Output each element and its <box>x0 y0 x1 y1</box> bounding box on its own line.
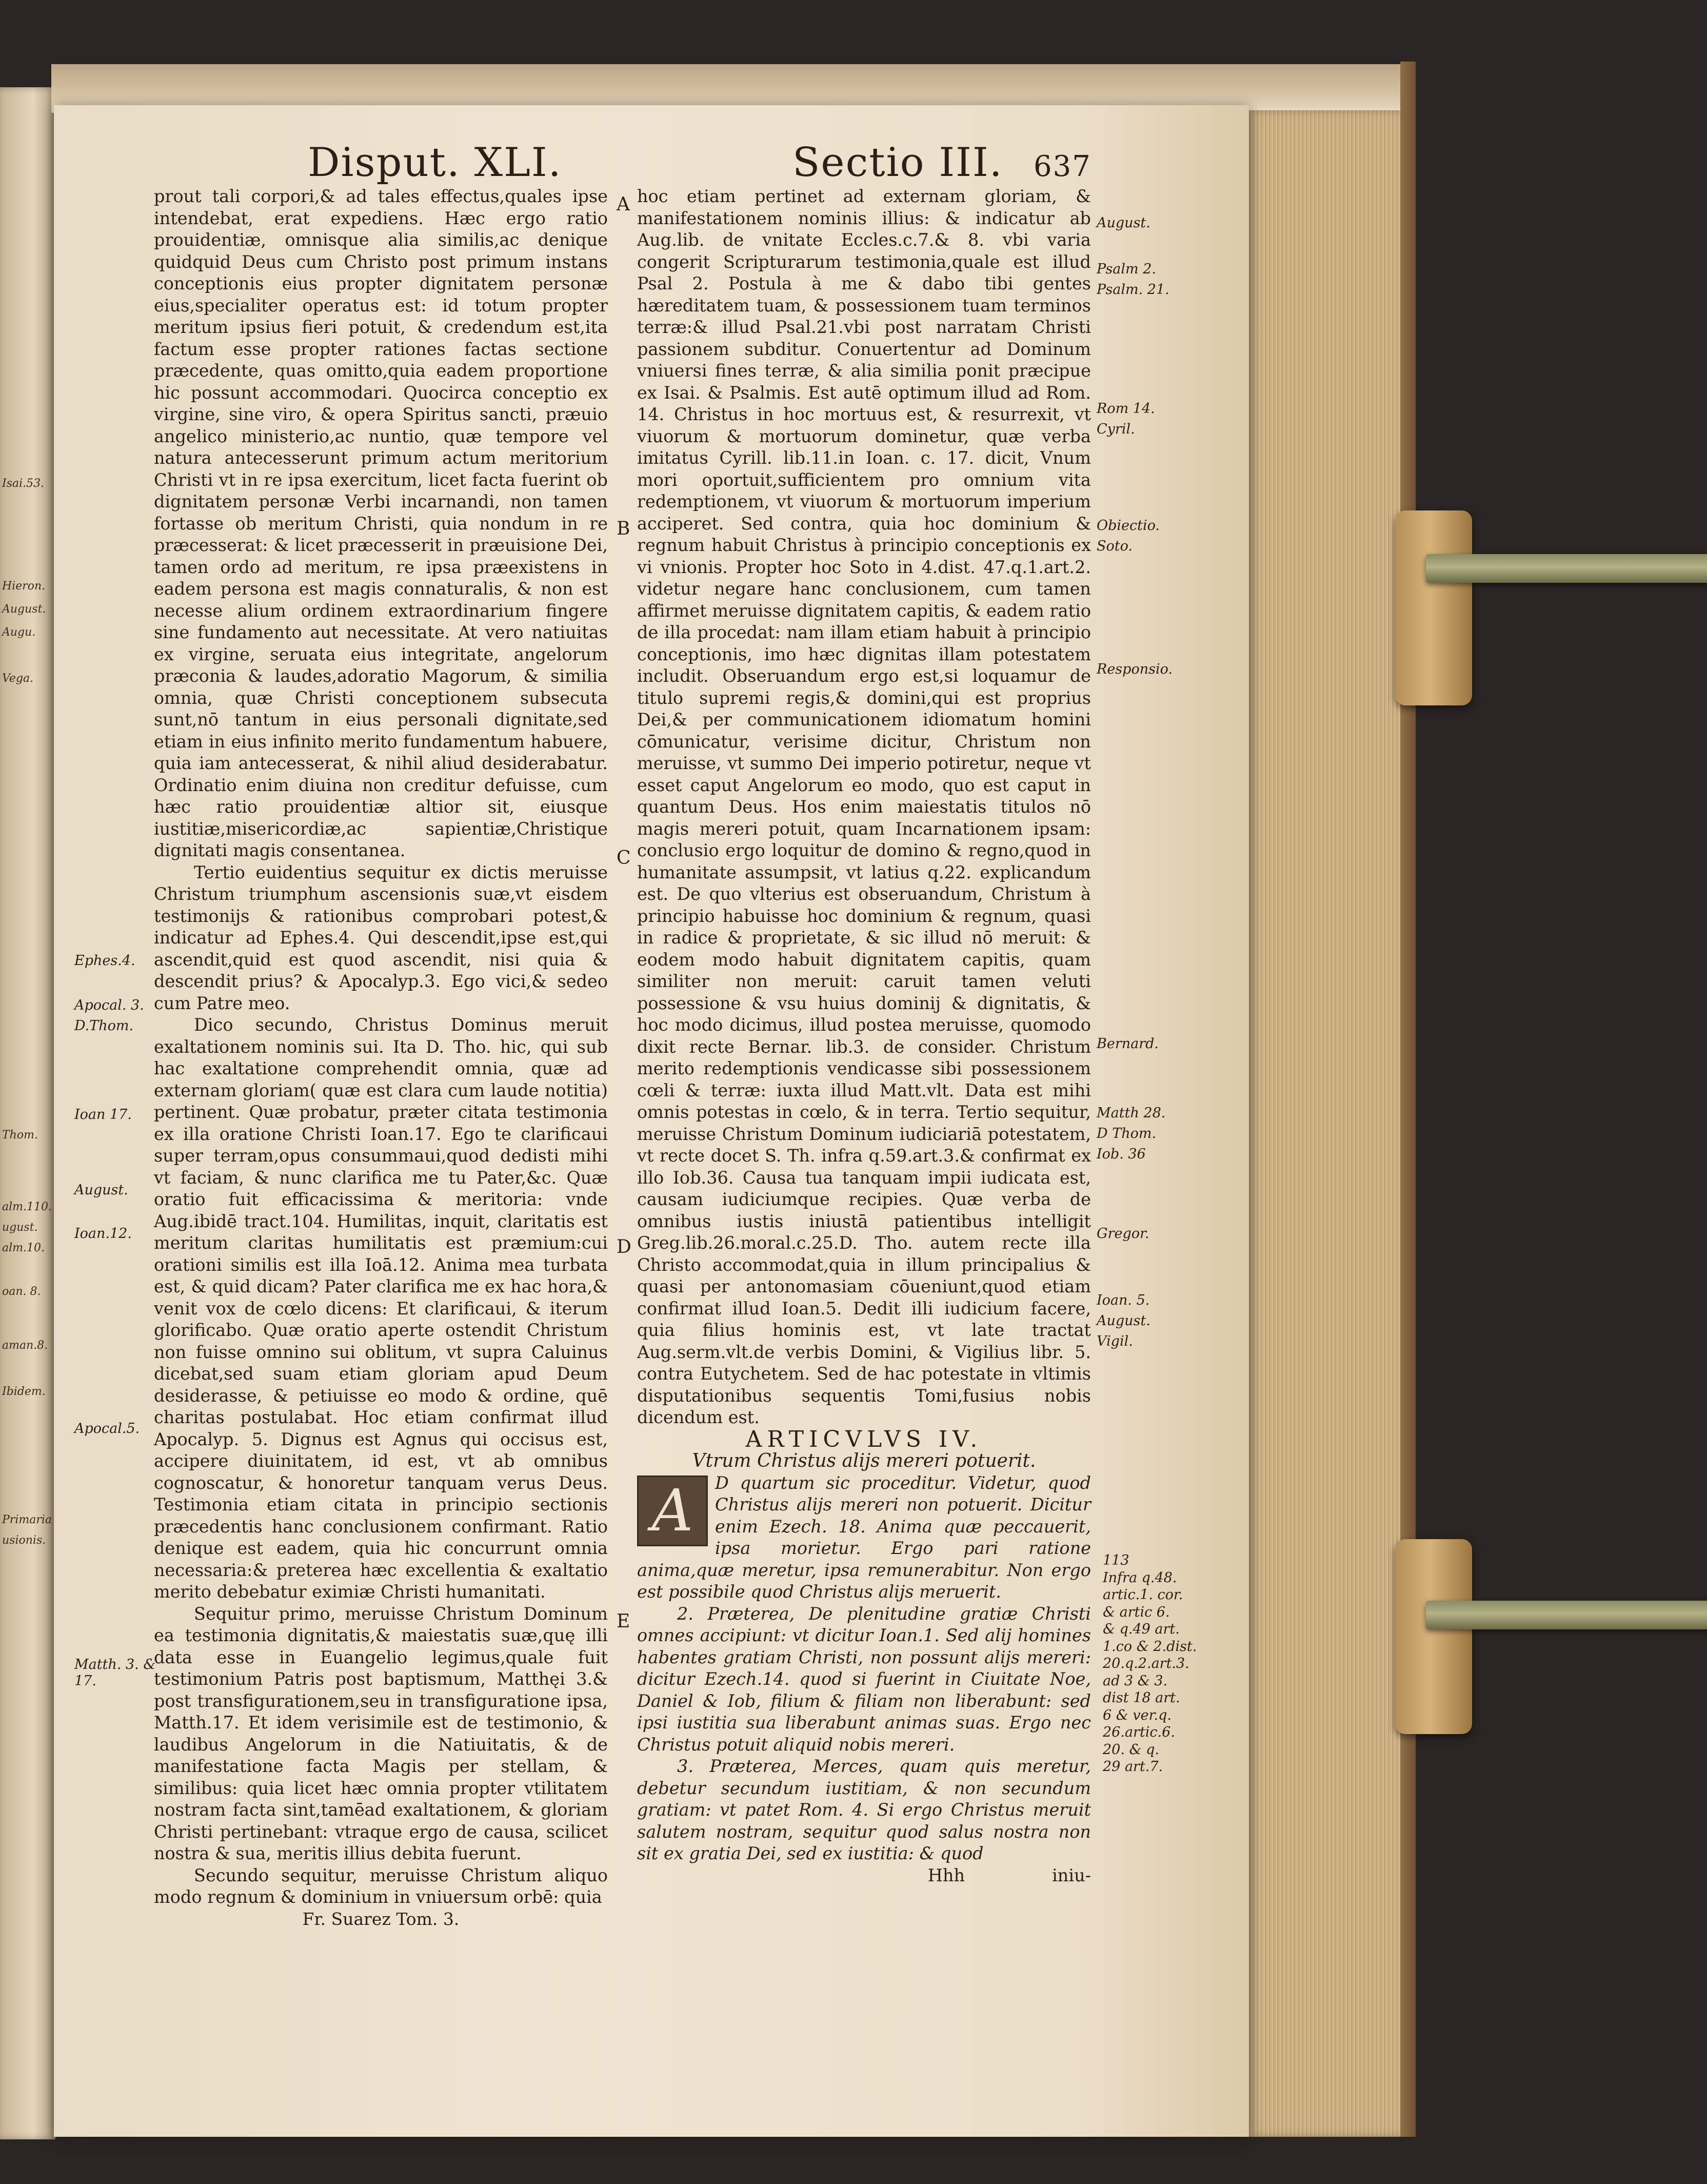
catchword: iniu- <box>1052 1865 1091 1885</box>
text-column-right <box>637 186 1091 1886</box>
section-letter: E <box>617 1611 630 1632</box>
paragraph: prout tali corpori,& ad tales effectus,quales ipse intendebat, erat expediens. Hæc ergo ratio prouidentiæ, omnisque alia similis,ac denique quidquid Deus cum Christo post primum instans conceptionis eius propter dignitatem personæ eius,specialiter operatus est: id totum propter meritum ipsius fieri potuit, & credendum est,ita factum esse propter rationes factas sectione præcedente, quas omitto,quia eadem proportione hic possunt accommodari. Quocirca conceptio ex virgine, sine viro, & opera Spiritus sancti, præuio angelico ministerio,ac nuntio, quæ tempore vel natura antecesserunt primum actum meritorium Christi vt in re ipsa exercitum, licet facta fuerint ob dignitatem personæ Verbi incarnandi, non tamen fortasse ob meritum Christi, quia nondum in re præcesserat: & licet præcesserit in præuisione Dei, tamen ordo ad meritum, re ipsa præexistens in eadem persona est magis connaturalis, & non est necesse alium ordinem extraordinarium fingere sine fundamento aut necessitate. At vero natiuitas ex virgine, seruata eius integritate, angelorum præconia & laudes,adoratio Magorum, & similia omnia, quæ Christi conceptionem subsecuta sunt,nō tantum in eius personali dignitate,sed etiam in eius infinito merito fundamentum habuere, quia iam antecesserat, & nihil aliud desiderabatur. Ordinatio enim diuina non creditur defuisse, cum hæc ratio prouidentiæ altior sit, eiusque iustitiæ,misericordiæ,ac sapientiæ,Christique dignitati magis consentanea. <box>154 186 608 860</box>
clasp-strap-upper <box>1426 554 1707 583</box>
article-cross-references: 113 Infra q.48. artic.1. cor. & artic 6. & q.49 art. 1.co & 2.dist. 20.q.2.art.3. ad 3 & 3. dist 18 art. 6 & ver.q. 26.artic.6. 20. & q. 29 art.7. <box>1103 1552 1197 1775</box>
margin-note: Ephes.4. <box>74 953 135 969</box>
margin-note: Soto. <box>1097 538 1133 554</box>
margin-note: Vigil. <box>1097 1333 1133 1349</box>
section-letter: D <box>617 1236 631 1257</box>
paragraph: Sequitur primo, meruisse Christum Dominum ea testimonia dignitatis,& maiestatis suæ,quę illi data esse in Euangelio legimus,quale fuit testimonium Patris post baptismum, Matthęi 3.& post transfigurationem,seu in transfiguratione ipsa, Matth.17. Et idem verisimile est de testimonio, & laudibus Angelorum in die Natiuitatis, & de manifestatione facta Magis per stellam, & similibus: quia licet hæc omnia propter vtilitatem nostram facta sint,tamēad exaltationem, & gloriam Christi pertinebant: vtraque ergo de causa, scilicet nostra & sua, meritis illius debita fuerunt. <box>154 1603 608 1863</box>
article-paragraph: 2. Præterea, De plenitudine gratiæ Christi omnes accipiunt: vt dicitur Ioan.1. Sed alij homines habentes gratiam Christi, non possunt alijs mereri: dicitur Ezech.14. quod si fuerint in Ciuitate Noe, Daniel & Iob, filium & filiam non liberabunt: sed ipsi iustitia sua liberabunt animas suas. Ergo nec Christus potuit aliquid nobis mereri. <box>637 1603 1091 1755</box>
running-head-section: Sectio III. <box>792 140 1003 186</box>
signature-mark: Hhh <box>927 1865 965 1885</box>
margin-note: August. <box>1097 1313 1150 1329</box>
book-cover-edge <box>1400 62 1416 2137</box>
signature-line: Fr. Suarez Tom. 3. <box>302 1908 460 1929</box>
margin-note: August. <box>1097 215 1150 231</box>
margin-note: D.Thom. <box>74 1018 134 1034</box>
paragraph: hoc etiam pertinet ad externam gloriam, & manifestationem nominis illius: & indicatur ab Aug.lib. de vnitate Eccles.c.7.& 8. vbi varia congerit Scripturarum testimonia,quale est illud Psal 2. Postula à me & dabo tibi gentes hæreditatem tuam, & possessionem tuam terminos terræ:& illud Psal.21.vbi post narratam Christi passionem subditur. Conuertentur ad Dominum vniuersi fines terræ, & alia similia ponit præcipue ex Isai. & Psalmis. Est autē optimum illud ad Rom. 14. Christus in hoc mortuus est, & resurrexit, vt viuorum & mortuorum dominetur, quæ verba imitatus Cyrill. lib.11.in Ioan. c. 17. dicit, Vnum mori oportuit,sufficientem pro omnium vita redemptionem, vt viuorum & mortuorum imperium acciperet. Sed contra, quia hoc dominium & regnum habuit Christus à principio conceptionis ex vi vnionis. Propter hoc Soto in 4.dist. 47.q.1.art.2. videtur negare hanc conclusionem, cum tamen affirmet meruisse dignitatem capitis, & eadem ratio de illa procedat: nam illam etiam habuit à principio conceptionis, imo hæc dignitas illam potestatem includit. Obseruandum ergo est,si loquamur de titulo supremi regis,& domini,qui est proprius Dei,& per communicationem idiomatum homini cōmunicatur, verisime dicitur, Christum non meruisse, vt summo Dei imperio potiretur, neque vt esset caput Angelorum eo modo, quo est caput in quantum Deus. Hos enim maiestatis titulos nō magis mereri potuit, quam Incarnationem ipsam: conclusio ergo loquitur de domino & regno,quod in humanitate assumpsit, vt latius q.22. explicandum est. De quo vlterius est obseruandum, Christum à principio habuisse hoc dominium & regnum, quasi in radice & proprietate, & sic illud nō meruit: & eodem modo habuit dignitatem capitis, quam similiter non meruit: caruit tamen veluti possessione & vsu huius dominij & dignitatis, & hoc modo dicimus, illud postea meruisse, quomodo dixit recte Bernar. lib.3. de consider. Christum merito redemptionis vendicasse sibi possessionem cœli & terræ: iuxta illud Matt.vlt. Data est mihi omnis potestas in cœlo, & in terra. Tertio sequitur, meruisse Christum Dominum iudiciariā potestatem, vt recte docet S. Th. infra q.59.art.3.& confirmat ex illo Iob.36. Causa tua tanquam impii iudicata est, causam iudiciumque recipies. Quæ verba de omnibus iustis iniustā patientibus intelligit Greg.lib.26.moral.c.25.D. Tho. autem recte illa Christo accommodat,quia in illum principalius & quasi per antonomasiam cōueniunt,quod etiam confirmat illud Ioan.5. Dedit illi iudicium facere, quia filius hominis est, vt late tractat Aug.serm.vlt.de verbis Domini, & Vigilius libr. 5. contra Eutychetem. Sed de hac potestate in vltimis disputationibus sequentis Tomi,fusius nobis dicendum est. <box>637 186 1091 1427</box>
margin-note: Psalm. 21. <box>1097 282 1169 298</box>
margin-note: 17. <box>74 1673 96 1689</box>
page-number: 637 <box>1034 150 1091 183</box>
footer-line <box>637 1865 1091 1887</box>
margin-note: Ioan. 5. <box>1097 1292 1150 1308</box>
section-letter: B <box>617 518 630 539</box>
paragraph: Tertio euidentius sequitur ex dictis meruisse Christum triumphum ascensionis suæ,vt eisdem testimonijs & rationibus comprobari potest,& indicatur ad Ephes.4. Qui descendit,ipse est,qui ascendit,quid est quod ascendit, nisi quia & descendit prius? & Apocalyp.3. Ego vici,& sedeo cum Patre meo. <box>154 862 608 1013</box>
margin-note: Apocal. 3. <box>74 997 144 1013</box>
clasp-catch-upper <box>1395 510 1472 705</box>
dropcap-initial: A <box>637 1475 708 1546</box>
clasp-catch-lower <box>1395 1539 1472 1734</box>
previous-page-edge: Isai.53. Hieron. August. Augu. Vega. Thom. alm.110. ugust. alm.10. oan. 8. aman.8. Ibidem. Primaria usionis. <box>0 87 55 2139</box>
margin-note: Matth. 3. & <box>74 1657 156 1673</box>
text-column-left <box>154 186 608 1930</box>
margin-note: Iob. 36 <box>1097 1146 1146 1162</box>
margin-note: Obiectio. <box>1097 518 1160 534</box>
article-title: ARTICVLVS IV. <box>745 1426 983 1452</box>
margin-note: August. <box>74 1182 128 1198</box>
page-fore-edge <box>1246 110 1405 2137</box>
margin-note: Ioan.12. <box>74 1226 132 1242</box>
margin-note: Responsio. <box>1097 661 1173 677</box>
article-paragraph: 3. Præterea, Merces, quam quis meretur, debetur secundum iustitiam, & non secundum gratiam: vt patet Rom. 4. Si ergo Christus meruit salutem nostram, sequitur quod salus nostra non sit ex gratia Dei, sed ex iustitia: & quod <box>637 1756 1091 1863</box>
section-letter: C <box>617 848 631 869</box>
margin-note: Gregor. <box>1097 1226 1149 1242</box>
paragraph: Secundo sequitur, meruisse Christum aliquo modo regnum & dominium in vniuersum orbē: quia <box>154 1865 608 1907</box>
paragraph: Dico secundo, Christus Dominus meruit exaltationem nominis sui. Ita D. Tho. hic, qui sub hac exaltatione comprehendit omnia, quæ ad externam gloriam( quæ est clara cum laude notitia) pertinent. Quæ probatur, præter citata testimonia ex illa oratione Christi Ioan.17. Ego te clarificaui super terram,opus consummaui,quod dedisti mihi vt faciam, & nunc clarifica me tu Pater,&c. Quæ oratio fuit efficacissima & meritoria: vnde Aug.ibidē tract.104. Humilitas, inquit, claritatis est meritum claritas humilitatis est præmium:cui orationi similis est illa Ioā.12. Anima mea turbata est, & quid dicam? Pater clarifica me ex hac hora,& venit vox de cœlo dicens: Et clarificaui, & iterum glorificabo. Quæ oratio aperte ostendit Christum non fuisse omnino sui oblitum, vt supra Caluinus dicebat,sed suam etiam gloriam apud Deum desiderasse, & petiuisse eo modo & ordine, quē charitas postulabat. Hoc etiam confirmat illud Apocalyp. 5. Dignus est Agnus qui occisus est, accipere diuinitatem, id est, vt ab omnibus cognoscatur, & honoretur tanquam verus Deus. Testimonia etiam citata in principio sectionis præcedentis hanc conclusionem confirmant. Ratio denique est eadem, quia hic concurrunt omnia necessaria:& preterea hæc excellentia & exaltatio merito debebatur eximiæ Christi humanitati. <box>154 1015 608 1602</box>
margin-note: Psalm 2. <box>1097 261 1156 277</box>
section-letter: A <box>617 194 630 215</box>
margin-note: D Thom. <box>1097 1126 1157 1142</box>
margin-note: Matth 28. <box>1097 1105 1166 1121</box>
running-head-disputation: Disput. XLI. <box>308 140 562 186</box>
article-question: Vtrum Christus alijs mereri potuerit. <box>692 1450 1036 1471</box>
margin-note: Bernard. <box>1097 1036 1159 1052</box>
margin-note: Ioan 17. <box>74 1107 132 1123</box>
margin-note: Rom 14. <box>1097 401 1155 417</box>
margin-note: Cyril. <box>1097 421 1135 437</box>
article-paragraph: A D quartum sic proceditur. Videtur, quod Christus alijs mereri non potuerit. Dicitur enim Ezech. 18. Anima quæ peccauerit, ipsa morietur. Ergo pari ratione anima,quæ meretur, ipsa remunerabitur. Non ergo est possibile quod Christus alijs meruerit. <box>637 1472 1091 1602</box>
margin-note: Apocal.5. <box>74 1421 140 1437</box>
clasp-strap-lower <box>1426 1601 1707 1629</box>
